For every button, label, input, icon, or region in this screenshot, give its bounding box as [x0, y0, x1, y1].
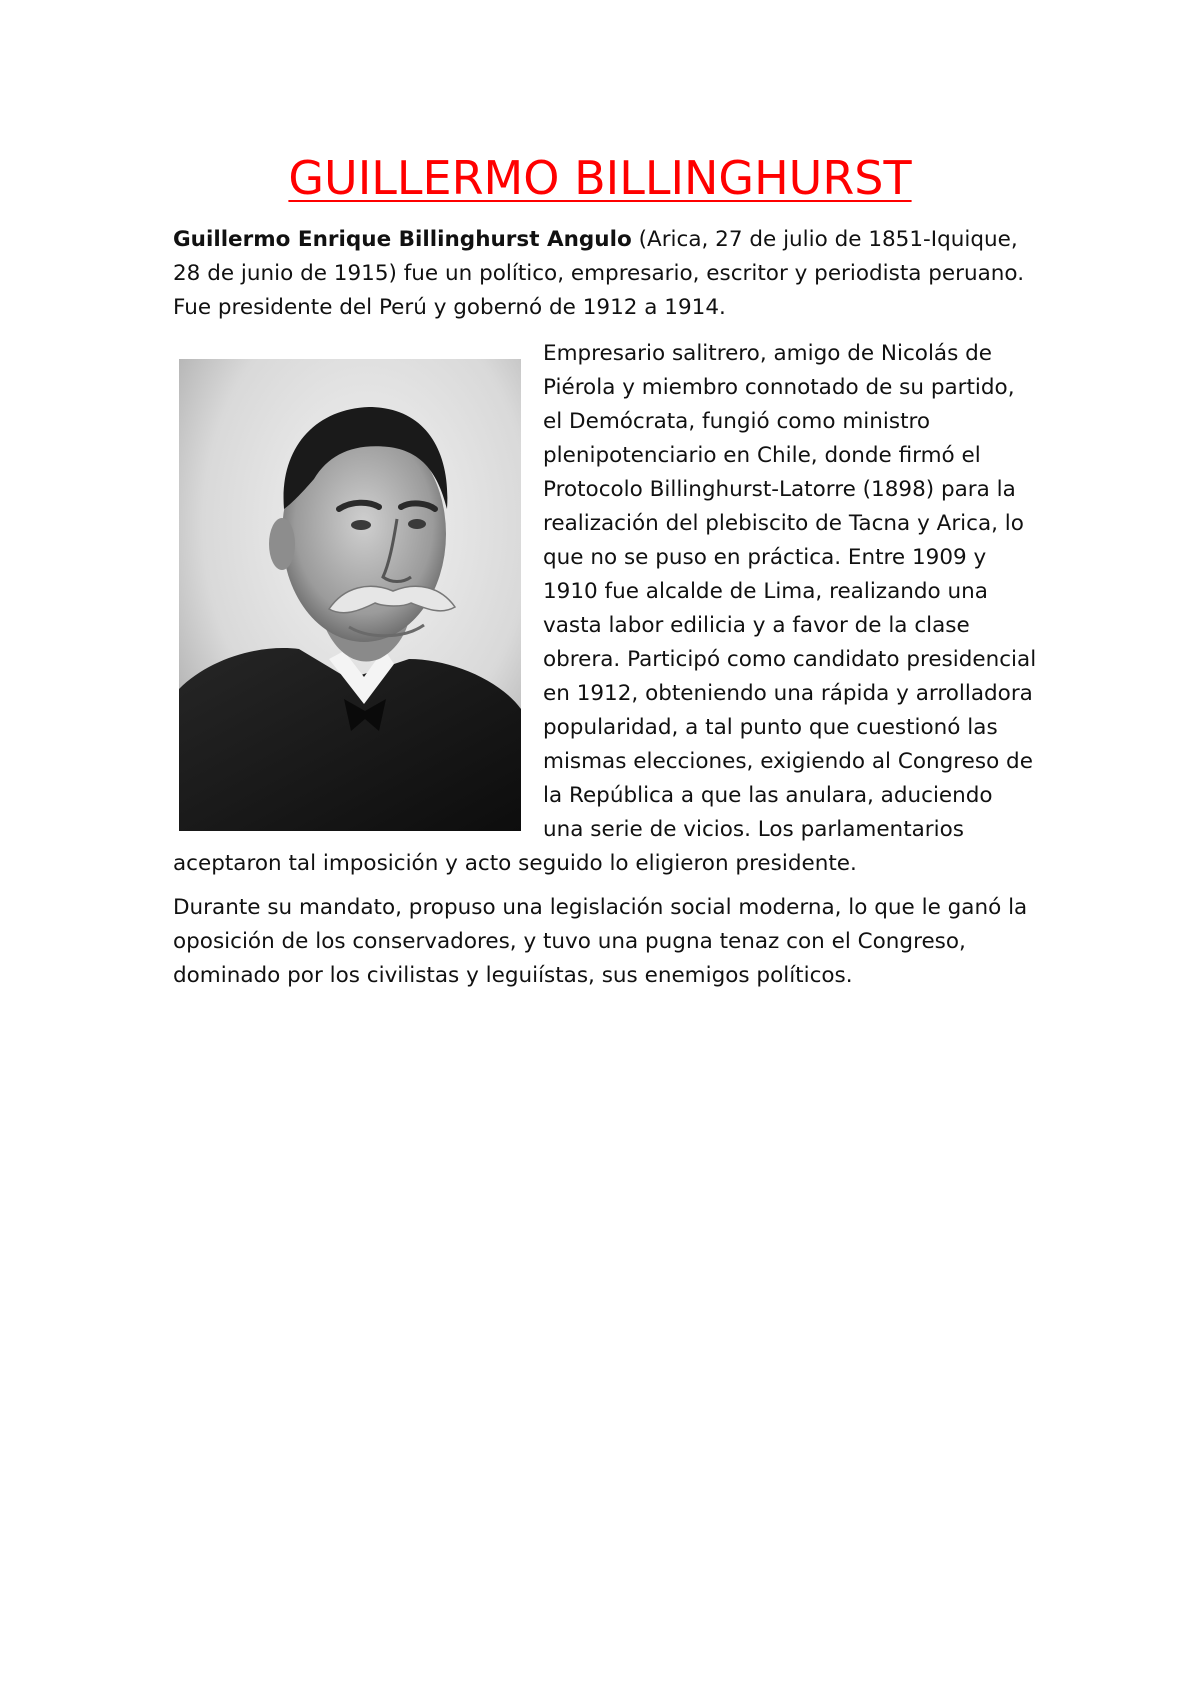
page-title: GUILLERMO BILLINGHURST: [288, 151, 912, 205]
career-text: Empresario salitrero, amigo de Nicolás de Piérola y miembro connotado de su partido, el Demócrata, fungió como ministro plenipotenciario en Chile, donde firmó el Protocolo Billinghurst-Latorre (1898) para la realización del plebiscito de Tacna y Arica, lo que no se puso en práctica. Entre 1909 y 1910 fue alcalde de Lima, realizando una vasta labor edilicia y a favor de la clase obrera. Participó como candidato presidencial en 1912, obteniendo una rápida y arrolladora popularidad, a tal punto que cuestionó las mismas elecciones, exigiendo al Congreso de la República a que las anulara, aduciendo una serie de vicios. Los parlamentarios aceptaron tal imposición y acto seguido lo eligieron presidente.: [173, 341, 1037, 876]
paragraph-career: [173, 337, 1039, 881]
paragraph-mandate: Durante su mandato, propuso una legislación social moderna, lo que le ganó la oposición de los conservadores, y tuvo una pugna tenaz con el Congreso, dominado por los civilistas y leguiístas, sus enemigos políticos.: [173, 895, 1028, 988]
intro-text: (Arica, 27 de julio de 1851-Iquique, 28 de junio de 1915) fue un político, empresario, escritor y periodista peruano. Fue presidente del Perú y gobernó de 1912 a 1914.: [173, 227, 1025, 320]
document-body: [173, 223, 1039, 993]
subject-name: Guillermo Enrique Billinghurst Angulo: [173, 227, 632, 252]
paragraph-intro: [173, 223, 1039, 325]
portrait-photo: [179, 359, 521, 831]
